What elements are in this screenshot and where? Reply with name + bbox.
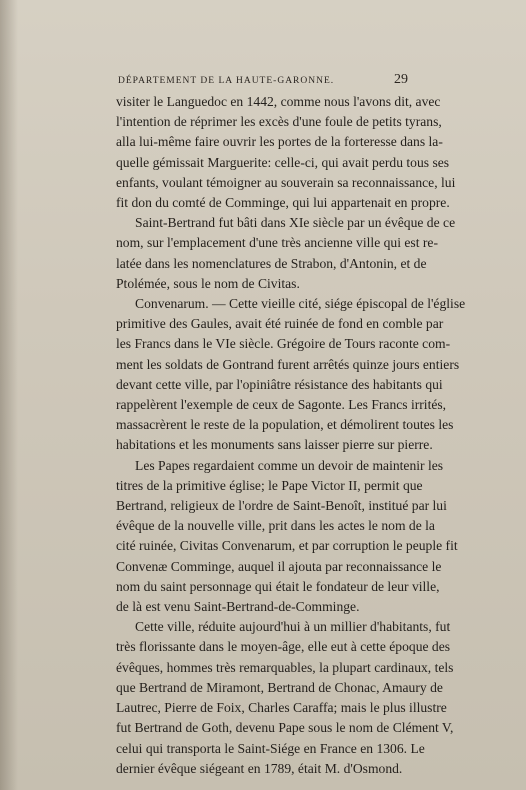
text-line: Ptolémée, sous le nom de Civitas. [116, 275, 300, 291]
text-line: titres de la primitive église; le Pape Victor II, permit que [116, 477, 423, 493]
text-line: nom du saint personnage qui était le fondateur de leur ville, [116, 578, 440, 594]
text-line: Convenæ Comminge, auquel il ajouta par reconnaissance le [116, 558, 442, 574]
text-line: de là est venu Saint-Bertrand-de-Comminge. [116, 599, 360, 615]
text-line: massacrèrent le reste de la population, et démolirent toutes les [116, 417, 454, 433]
paragraph [116, 294, 466, 456]
text-line: Convenarum. — Cette vieille cité, siége épiscopal de l'église [135, 296, 466, 312]
text-line: l'intention de réprimer les excès d'une foule de petits tyrans, [116, 114, 442, 130]
text-line: les Francs dans le VIe siècle. Grégoire de Tours raconte com- [116, 336, 451, 352]
paragraph [116, 456, 458, 618]
text-line: évêques, hommes très remarquables, la plupart cardinaux, tels [116, 659, 454, 675]
text-line: nom, sur l'emplacement d'une très ancienne ville qui est re- [116, 235, 438, 251]
text-line: rappelèrent l'exemple de ceux de Sagonte. Les Francs irrités, [116, 397, 447, 413]
text-line: habitations et les monuments sans laisser pierre sur pierre. [116, 437, 433, 453]
text-line: fut Bertrand de Goth, devenu Pape sous le nom de Clément V, [116, 720, 454, 736]
text-line: ment les soldats de Gontrand furent arrêtés quinze jours entiers [116, 356, 460, 372]
text-line: visiter le Languedoc en 1442, comme nous l'avons dit, avec [116, 94, 441, 109]
text-line: dernier évêque siégeant en 1789, était M. d'Osmond. [116, 760, 403, 776]
text-line: Les Papes regardaient comme un devoir de maintenir les [135, 457, 444, 473]
text-line: Saint-Bertrand fut bâti dans XIe siècle par un évêque de ce [135, 215, 456, 231]
text-line: fit don du comté de Comminge, qui lui appartenait en propre. [116, 195, 450, 211]
page-gutter-shadow [0, 0, 18, 790]
text-line: Bertrand, religieux de l'ordre de Saint-Benoît, institué par lui [116, 498, 447, 514]
text-line: Lautrec, Pierre de Foix, Charles Caraffa; mais le plus illustre [116, 700, 447, 716]
body-text [116, 92, 466, 779]
text-line: Cette ville, réduite aujourd'hui à un millier d'habitants, fut [135, 619, 451, 635]
text-line: primitive des Gaules, avait été ruinée de fond en comble par [116, 316, 444, 332]
text-line: alla lui-même faire ouvrir les portes de la forteresse dans la- [116, 134, 443, 150]
text-line: enfants, voulant témoigner au souverain sa reconnaissance, lui [116, 174, 456, 190]
text-line: que Bertrand de Miramont, Bertrand de Chonac, Amaury de [116, 679, 443, 695]
text-line: celui qui transporta le Saint-Siége en France en 1306. Le [116, 740, 425, 756]
paragraph [116, 617, 454, 779]
text-line: cité ruinée, Civitas Convenarum, et par corruption le peuple fit [116, 538, 458, 554]
paragraph [116, 92, 456, 213]
page-number: 29 [394, 72, 408, 87]
text-line: quelle gémissait Marguerite: celle-ci, qui avait perdu tous ses [116, 154, 450, 170]
paragraph [116, 213, 456, 294]
text-line: évêque de la nouvelle ville, prit dans les actes le nom de la [116, 518, 435, 534]
text-line: très florissante dans le moyen-âge, elle eut à cette époque des [116, 639, 451, 655]
page-header [118, 72, 408, 88]
running-head: DÉPARTEMENT DE LA HAUTE-GARONNE. [118, 76, 335, 86]
text-line: devant cette ville, par l'opiniâtre résistance des habitants qui [116, 376, 443, 392]
text-line: latée dans les nomenclatures de Strabon, d'Antonin, et de [116, 255, 427, 271]
